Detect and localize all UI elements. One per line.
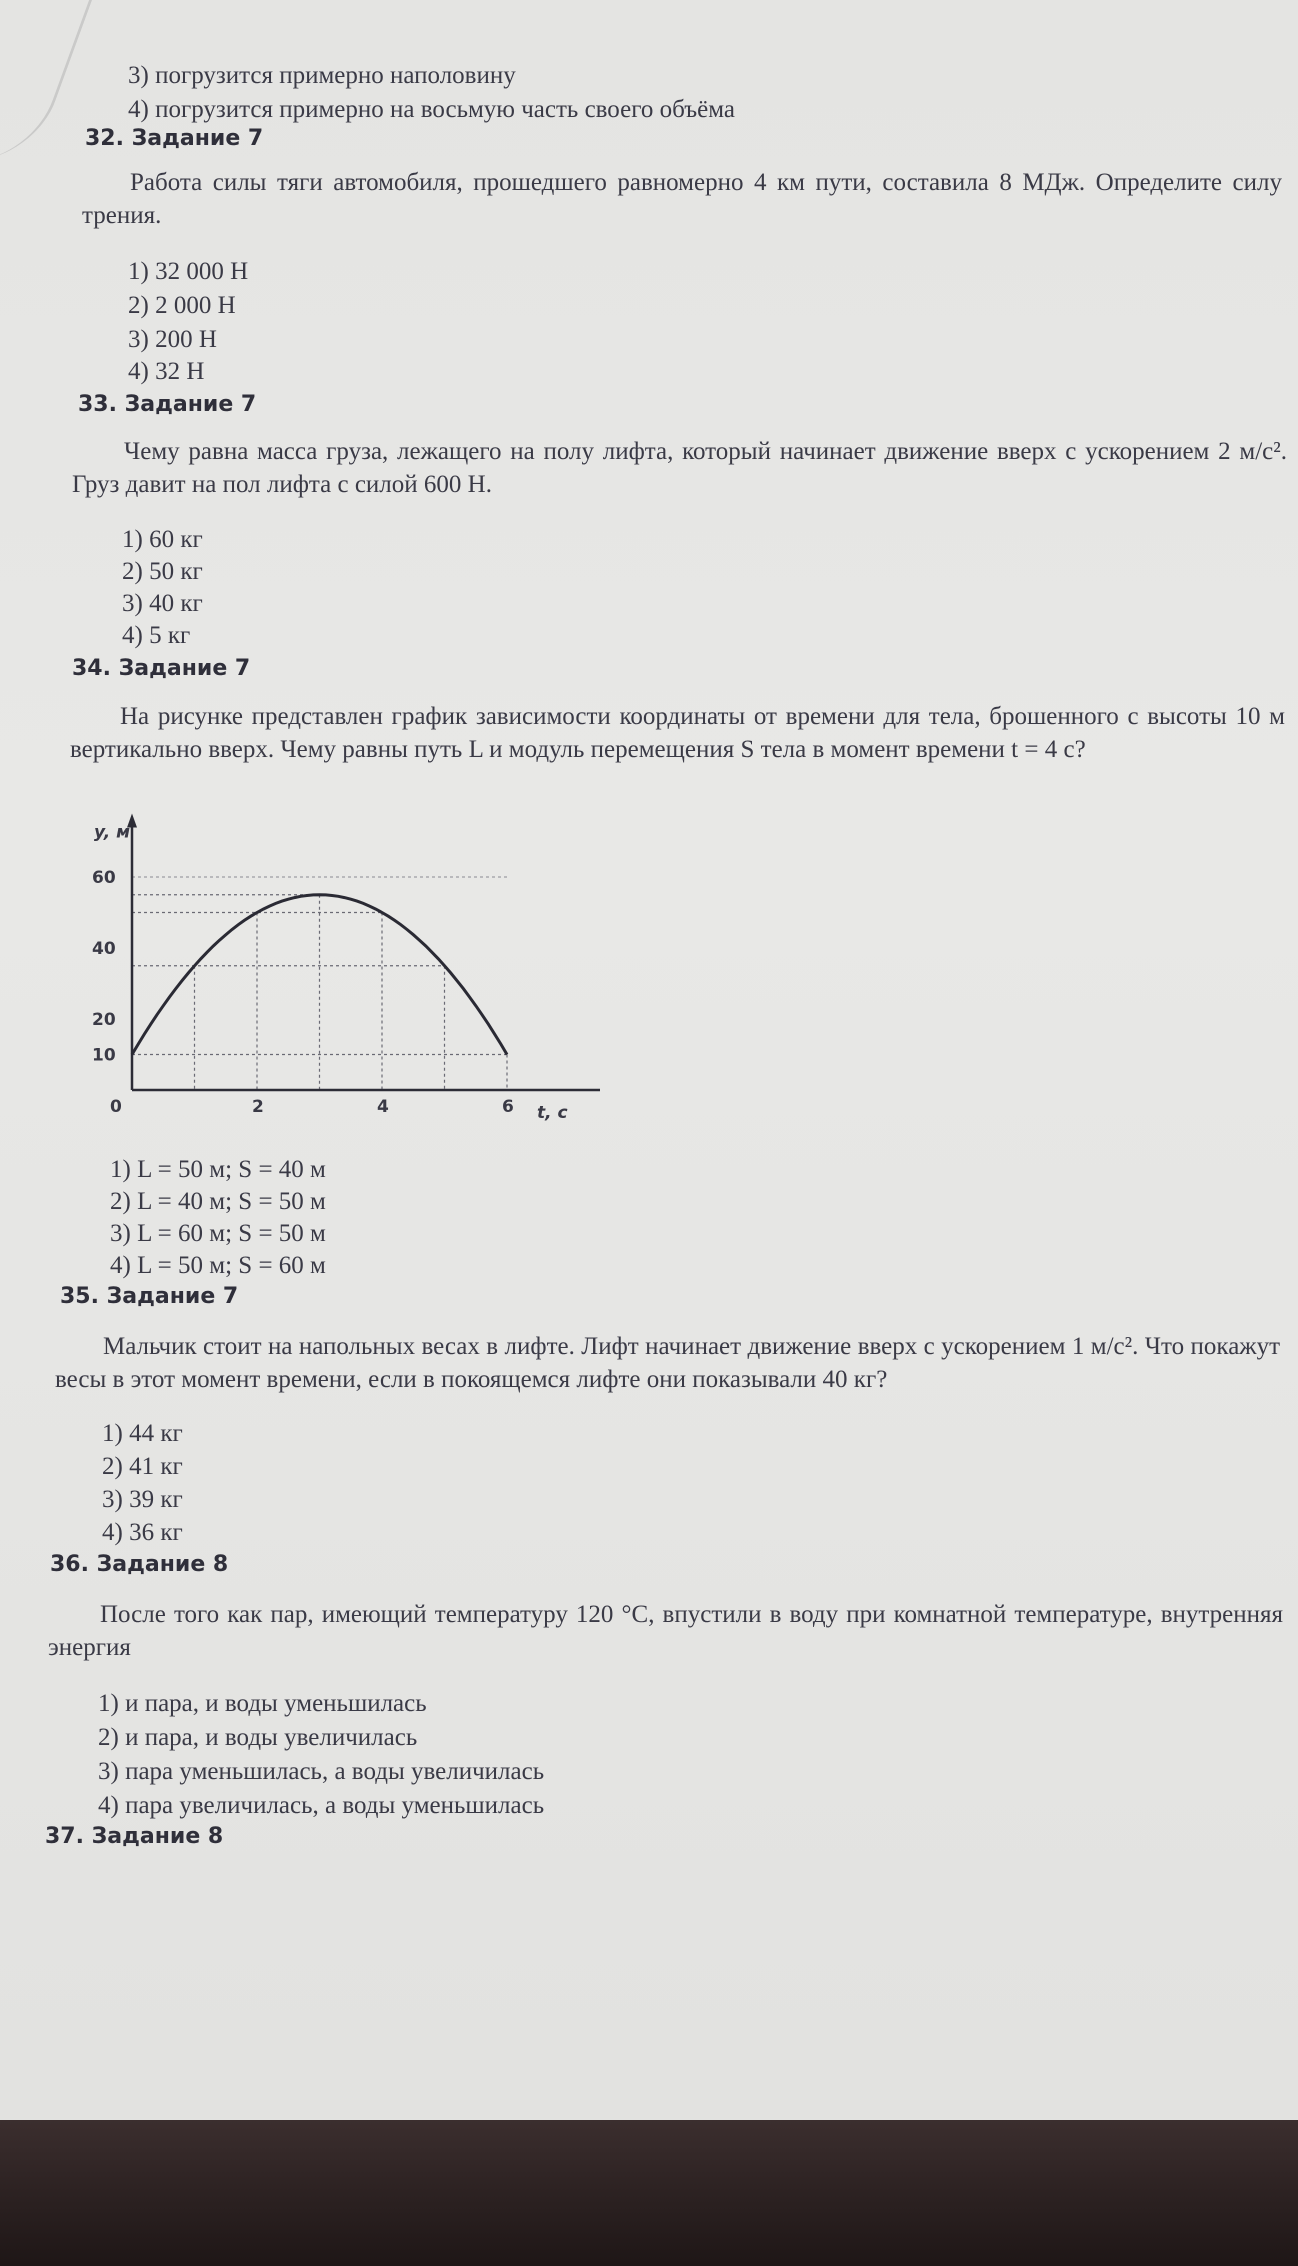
y-tick-label: 10 xyxy=(92,1045,116,1066)
q36-header: 36. Задание 8 xyxy=(50,1552,229,1577)
q35-header: 35. Задание 7 xyxy=(60,1284,239,1309)
q36-text: После того как пар, имеющий температуру 120 °С, впустили в воду при комнатной температуре, внутренняя энергия xyxy=(48,1601,1283,1661)
q36-option: 3) пара уменьшилась, а воды увеличилась xyxy=(98,1758,545,1785)
q33-option: 3) 40 кг xyxy=(122,590,203,617)
x-axis-label: t, c xyxy=(537,1103,568,1123)
q34-header: 34. Задание 7 xyxy=(72,656,251,681)
q36-option: 2) и пара, и воды увеличилась xyxy=(98,1724,418,1751)
q34-option: 3) L = 60 м; S = 50 м xyxy=(110,1220,326,1247)
q37-header: 37. Задание 8 xyxy=(45,1824,224,1849)
x-tick-label: 6 xyxy=(502,1097,514,1117)
q32-option: 4) 32 Н xyxy=(128,358,205,385)
q32-header: 32. Задание 7 xyxy=(85,126,264,151)
q35-option: 4) 36 кг xyxy=(102,1519,183,1546)
q33-option: 1) 60 кг xyxy=(122,526,203,553)
q34-option: 1) L = 50 м; S = 40 м xyxy=(110,1156,326,1183)
q36-option: 1) и пара, и воды уменьшилась xyxy=(98,1690,427,1717)
page-edge-decoration xyxy=(0,0,92,160)
q33-text: Чему равна масса груза, лежащего на полу лифта, который начинает движение вверх с ускорением 2 м/с². Груз давит на пол лифта с силой 600 Н. xyxy=(72,438,1287,498)
q31-option-4: 4) погрузится примерно на восьмую часть своего объёма xyxy=(128,96,735,123)
q36-option: 4) пара увеличилась, а воды уменьшилась xyxy=(98,1792,545,1819)
x-tick-label: 0 xyxy=(110,1097,122,1117)
x-tick-label: 2 xyxy=(252,1097,264,1117)
q35-option: 3) 39 кг xyxy=(102,1486,183,1513)
y-tick-label: 20 xyxy=(92,1010,116,1030)
chart-ticks xyxy=(92,823,568,1124)
q33-header: 33. Задание 7 xyxy=(78,392,257,417)
trajectory-chart-svg xyxy=(60,790,600,1140)
q34-text: На рисунке представлен график зависимости координаты от времени для тела, брошенного с высоты 10 м вертикально вверх. Чему равны путь L и модуль перемещения S тела в момент времени t = 4 с? xyxy=(70,703,1285,763)
q35-option: 1) 44 кг xyxy=(102,1420,183,1447)
background-surface xyxy=(0,2120,1298,2266)
q35-option: 2) 41 кг xyxy=(102,1453,183,1480)
y-axis-label: y, м xyxy=(94,822,131,843)
chart-guide-lines xyxy=(132,877,507,1090)
q33-option: 4) 5 кг xyxy=(122,622,191,649)
q32-text: Работа силы тяги автомобиля, прошедшего равномерно 4 км пути, составила 8 МДж. Определите силу трения. xyxy=(82,169,1282,229)
q34-option: 2) L = 40 м; S = 50 м xyxy=(110,1188,326,1215)
q34-option: 4) L = 50 м; S = 60 м xyxy=(110,1252,326,1279)
x-tick-label: 4 xyxy=(377,1097,389,1117)
trajectory-chart xyxy=(60,790,600,1140)
q35-text: Мальчик стоит на напольных весах в лифте. Лифт начинает движение вверх с ускорением 1 м/с². Что покажут весы в этот момент времени, если в покоящемся лифте они показывали 40 кг? xyxy=(55,1333,1280,1393)
q31-option-3: 3) погрузится примерно наполовину xyxy=(128,62,516,89)
chart-axes xyxy=(127,814,600,1096)
q32-option: 3) 200 Н xyxy=(128,326,217,353)
q32-option: 1) 32 000 Н xyxy=(128,258,249,285)
y-tick-label: 60 xyxy=(92,868,116,888)
y-tick-label: 40 xyxy=(92,939,116,959)
q32-option: 2) 2 000 Н xyxy=(128,292,236,319)
q33-option: 2) 50 кг xyxy=(122,558,203,585)
